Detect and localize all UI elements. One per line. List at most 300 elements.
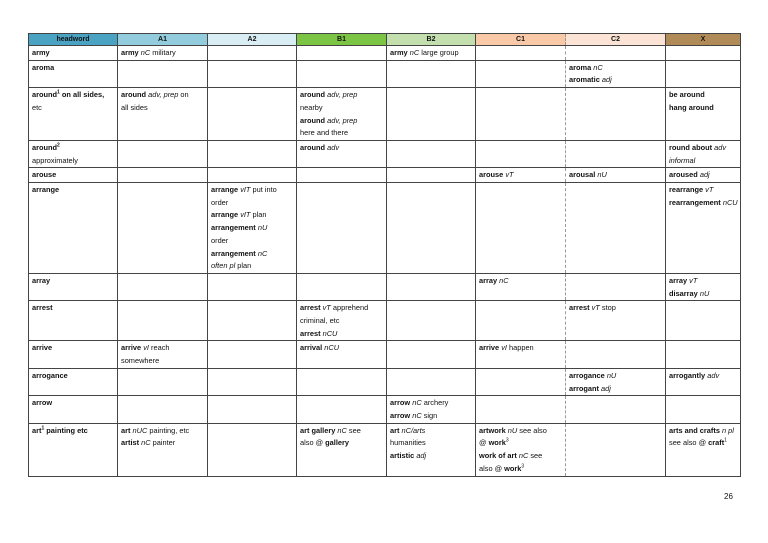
entry-line [390,47,472,60]
entry-line [121,342,204,355]
a2-cell [208,341,297,368]
c1-cell [476,60,566,87]
entry-text: archery [421,398,449,408]
grammar-code: nCU [722,197,738,207]
c2-cell [566,88,666,141]
grammar-code: nC [593,62,603,72]
c2-cell [566,423,666,476]
table-row [29,183,741,274]
grammar-code: nC [257,248,268,258]
x-cell [666,140,741,167]
grammar-code: adj [601,75,612,85]
entry-text: also @ [300,438,326,448]
superscript: 2 [57,142,60,149]
c2-cell [566,301,666,341]
entry-word: arrest [300,328,321,338]
header-headword: headword [29,34,118,46]
b2-cell [387,60,476,87]
grammar-code: nC [409,48,420,57]
a2-cell [208,301,297,341]
entry-word: work of art [479,451,517,461]
entry-word: arouse [479,170,504,180]
entry-text: see also [517,425,547,435]
entry-text: arrive [32,343,53,353]
table-row [29,396,741,423]
entry-text: array [32,275,51,285]
entry-line [669,184,737,197]
entry-line [569,169,662,182]
headword-cell [29,88,118,141]
b1-cell [297,301,387,341]
grammar-code: adv, prep [327,115,358,125]
entry-text: plan [250,210,267,220]
entry-line [211,222,293,235]
entry-line [121,47,204,60]
a2-cell [208,273,297,300]
entry-word: around [300,90,326,100]
x-cell [666,273,741,300]
entry-word: rearrangement [669,197,721,207]
entry-word: artistic [390,451,415,461]
entry-text: art [32,425,42,435]
table-row [29,46,741,61]
b1-cell [297,60,387,87]
grammar-code: adv, prep [148,90,179,100]
a1-cell [118,183,208,274]
a2-cell [208,140,297,167]
headword-gloss: etc [32,102,42,112]
a2-cell [208,168,297,183]
entry-word: work [488,438,506,448]
entry-line [211,209,293,222]
entry-line [669,155,737,168]
entry-line [32,62,114,75]
a1-cell [118,140,208,167]
entry-line [479,463,562,476]
entry-line [479,425,562,438]
x-cell [666,168,741,183]
entry-text: arrogance [32,370,68,380]
entry-word: arrogant [569,383,599,393]
entry-line [32,169,114,182]
entry-word: artwork [479,425,506,435]
entry-line [479,275,562,288]
entry-line [669,142,737,155]
headword-cell [29,60,118,87]
table-row [29,423,741,476]
x-cell [666,88,741,141]
entry-word: arrangement [211,223,256,233]
c2-cell [566,140,666,167]
entry-word: arrogance [569,370,605,380]
b2-cell [387,396,476,423]
entry-line [479,450,562,463]
entry-text: humanities [390,438,426,448]
entry-word: be around [669,90,705,100]
c2-cell [566,273,666,300]
grammar-code: nC/arts [401,425,426,435]
grammar-code: vT [591,303,600,313]
b1-cell [297,183,387,274]
entry-text: order [211,197,229,207]
entry-word: arrogantly [669,370,706,380]
headword-cell [29,368,118,395]
entry-line [569,383,662,396]
a2-cell [208,60,297,87]
entry-line [211,260,293,273]
entry-word: round about [669,142,713,152]
grammar-code: nC [140,48,151,57]
entry-text: arouse [32,170,57,180]
grammar-code: nC [337,425,347,435]
b1-cell [297,423,387,476]
entry-text: here and there [300,128,349,138]
headword-cell [29,183,118,274]
a1-cell [118,88,208,141]
entry-line [300,342,383,355]
entry-text: plan [235,261,252,271]
entry-line [300,115,383,128]
entry-text: on [178,90,189,100]
entry-line [121,89,204,102]
header-b1: B1 [297,34,387,46]
a2-cell [208,368,297,395]
table-row [29,60,741,87]
x-cell [666,301,741,341]
c1-cell [476,301,566,341]
entry-line [479,342,562,355]
header-a1: A1 [118,34,208,46]
headword-cell [29,341,118,368]
entry-line [669,169,737,182]
a2-cell [208,46,297,61]
b2-cell [387,273,476,300]
entry-word: array [669,275,688,285]
b1-cell [297,273,387,300]
a1-cell [118,301,208,341]
entry-word: arrange [211,210,239,220]
entry-line [300,142,383,155]
x-cell [666,368,741,395]
entry-word: aromatic [569,75,600,85]
entry-text: sign [421,410,438,420]
grammar-code: nU [257,223,268,233]
entry-line [390,425,472,438]
entry-word: rearrange [669,185,704,195]
entry-line [390,450,472,463]
entry-text: stop [599,303,616,313]
grammar-code: adj [601,383,611,393]
entry-text: aroma [32,62,55,72]
entry-line [669,288,737,301]
entry-line [121,355,204,368]
header-b2: B2 [387,34,476,46]
entry-word: art [121,425,131,435]
grammar-code: adv [327,142,340,152]
entry-text: painting etc [44,425,88,435]
entry-line [300,437,383,450]
header-row [29,34,741,46]
b2-cell [387,88,476,141]
superscript: 3 [521,463,525,470]
entry-word: arts and crafts [669,425,720,435]
entry-word: arrest [569,303,590,313]
b1-cell [297,368,387,395]
entry-line [32,342,114,355]
entry-line [390,410,472,423]
entry-word: army [390,48,408,57]
entry-line [300,425,383,438]
entry-text: order [211,235,229,245]
b2-cell [387,46,476,61]
entry-line [479,437,562,450]
entry-word: arrange [211,185,239,195]
entry-text: military [150,48,176,57]
grammar-code: vIT [240,210,251,220]
grammar-code: vI [501,343,507,353]
entry-line [211,184,293,197]
entry-line [32,302,114,315]
entry-word: arrive [479,343,500,353]
entry-text: painter [150,438,176,448]
entry-line [211,197,293,210]
entry-word: arrest [300,303,321,313]
entry-line [300,328,383,341]
entry-line [300,102,383,115]
entry-text: reach [148,343,170,353]
entry-line [32,425,114,438]
headword-cell [29,46,118,61]
grammar-code: nU [606,370,617,380]
a2-cell [208,423,297,476]
entry-text: @ [479,438,489,448]
grammar-code: n pl [722,425,734,435]
x-cell [666,60,741,87]
grammar-code: informal [669,155,696,165]
grammar-code: nC [412,398,422,408]
entry-word: art gallery [300,425,336,435]
header-c1: C1 [476,34,566,46]
superscript: 1 [724,437,727,444]
entry-line [300,127,383,140]
entry-word: arousal [569,170,596,180]
c1-cell [476,168,566,183]
entry-word: around [300,115,326,125]
entry-text: arrow [32,398,53,408]
entry-line [669,437,737,450]
headword-cell [29,140,118,167]
grammar-code: vT [322,303,331,313]
superscript: 1 [41,425,45,432]
grammar-code: vT [705,185,714,195]
entry-line [32,89,114,102]
entry-word: arrow [390,398,411,408]
entry-word: arrive [121,343,142,353]
entry-word: craft [708,438,725,448]
a1-cell [118,423,208,476]
entry-text: also @ [479,463,505,473]
entry-line [569,370,662,383]
c2-cell [566,46,666,61]
c1-cell [476,341,566,368]
c1-cell [476,140,566,167]
superscript: 1 [57,89,60,96]
entry-text: large group [419,48,459,57]
entry-word: hang around [669,102,714,112]
entry-word: arrow [390,410,411,420]
b1-cell [297,46,387,61]
grammar-code: vIT [240,185,251,195]
a1-cell [118,341,208,368]
entry-text: see [528,451,543,461]
entry-line [390,397,472,410]
table-row [29,273,741,300]
c1-cell [476,423,566,476]
entry-line [300,89,383,102]
b1-cell [297,341,387,368]
c2-cell [566,396,666,423]
b1-cell [297,396,387,423]
headword-cell [29,301,118,341]
entry-text: see [346,425,361,435]
a1-cell [118,46,208,61]
entry-line [300,302,383,315]
header-c2: C2 [566,34,666,46]
grammar-code: nU [699,288,710,298]
a2-cell [208,183,297,274]
c1-cell [476,183,566,274]
entry-text: criminal, etc [300,316,340,326]
c2-cell [566,341,666,368]
entry-word: gallery [325,438,350,448]
c1-cell [476,46,566,61]
entry-line [669,102,737,115]
grammar-code: often pl [211,261,236,271]
grammar-code: vI [143,343,149,353]
b2-cell [387,368,476,395]
x-cell [666,46,741,61]
entry-word: array [479,275,498,285]
entry-line [569,302,662,315]
entry-word: arrangement [211,248,256,258]
headword-cell [29,273,118,300]
grammar-code: nC [518,451,529,461]
b1-cell [297,140,387,167]
entry-word: around [300,142,326,152]
table-body [29,46,741,477]
entry-text: apprehend [330,303,369,313]
entry-line [569,74,662,87]
b2-cell [387,140,476,167]
b2-cell [387,341,476,368]
b1-cell [297,168,387,183]
grammar-code: nUC [132,425,148,435]
entry-line [569,62,662,75]
entry-line [121,425,204,438]
entry-line [669,425,737,438]
entry-text: on all sides, [59,90,105,100]
table-row [29,168,741,183]
b2-cell [387,168,476,183]
table-row [29,301,741,341]
entry-word: art [390,425,400,435]
headword-cell [29,168,118,183]
grammar-code: vT [689,275,698,285]
entry-word: aroma [569,62,592,72]
entry-word: work [504,463,522,473]
c1-cell [476,88,566,141]
entry-line [390,437,472,450]
c1-cell [476,368,566,395]
entry-word: aroused [669,170,698,180]
a1-cell [118,168,208,183]
entry-line [121,102,204,115]
entry-text: arrest [32,303,53,313]
entry-text: nearby [300,102,323,112]
grammar-code: adv [707,370,720,380]
x-cell [666,183,741,274]
entry-line [211,235,293,248]
entry-text: around [32,90,58,100]
entry-text: painting, etc [147,425,190,435]
table-row [29,341,741,368]
a1-cell [118,368,208,395]
entry-text: happen [506,343,534,353]
b2-cell [387,183,476,274]
grammar-code: nC [499,275,509,285]
entry-line [32,370,114,383]
vocabulary-table [28,33,741,477]
entry-word: arrival [300,343,323,353]
entry-word: disarray [669,288,698,298]
entry-text: army [32,48,50,57]
grammar-code: adv, prep [327,90,358,100]
grammar-code: nU [507,425,518,435]
grammar-code: nCU [324,343,340,353]
grammar-code: adv [714,142,727,152]
page-number: 26 [724,492,733,501]
a1-cell [118,273,208,300]
x-cell [666,423,741,476]
headword-cell [29,396,118,423]
entry-word: around [121,90,147,100]
entry-line [32,47,114,60]
entry-text: put into [250,185,277,195]
entry-line [32,397,114,410]
a1-cell [118,60,208,87]
entry-word: artist [121,438,140,448]
entry-line [211,248,293,261]
grammar-code: nC [141,438,151,448]
table-row [29,88,741,141]
grammar-code: nCU [322,328,338,338]
b2-cell [387,423,476,476]
entry-line [32,184,114,197]
a1-cell [118,396,208,423]
superscript: 3 [505,437,509,444]
headword-cell [29,423,118,476]
entry-text: all sides [121,102,148,112]
a2-cell [208,396,297,423]
c1-cell [476,273,566,300]
entry-line [32,275,114,288]
entry-line [300,315,383,328]
entry-line [669,275,737,288]
table-row [29,368,741,395]
grammar-code: nC [412,410,422,420]
x-cell [666,396,741,423]
header-x: X [666,34,741,46]
